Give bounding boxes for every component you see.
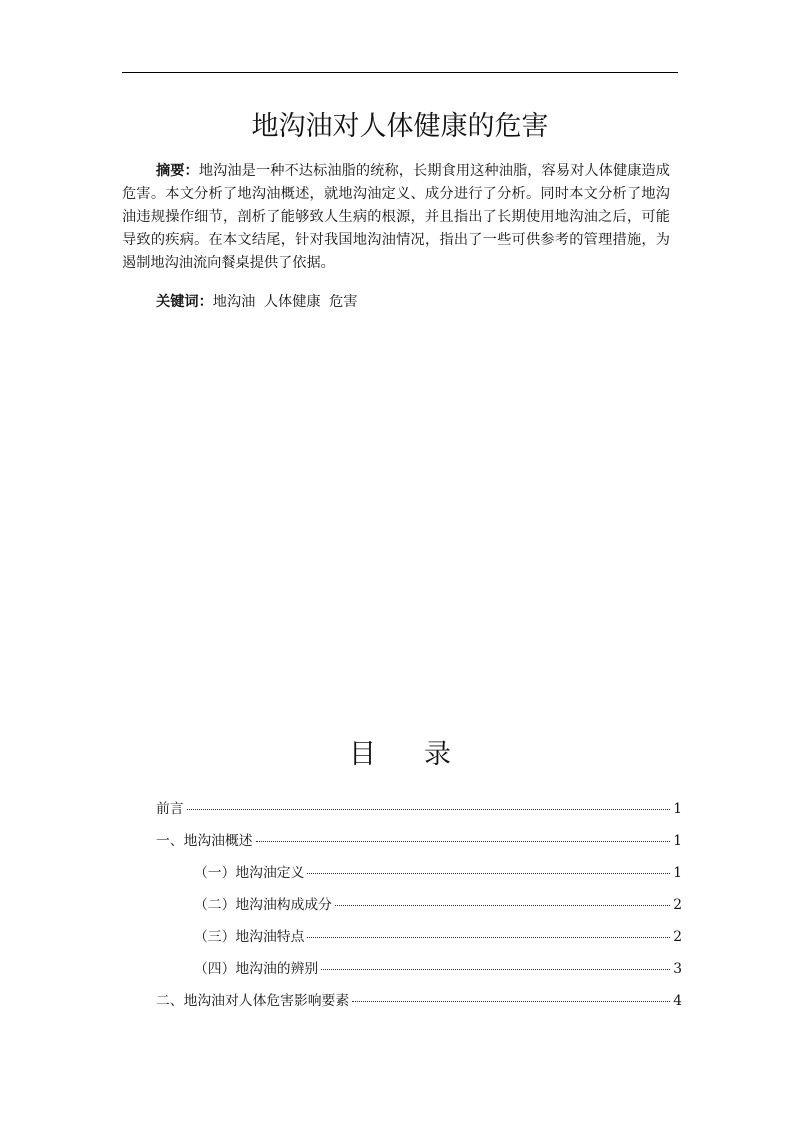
toc-entry[interactable]	[156, 797, 682, 829]
abstract-text: 地沟油是一种不达标油脂的统称，长期食用这种油脂，容易对人体健康造成危害。本文分析了地沟油概述，就地沟油定义、成分进行了分析。同时本文分析了地沟油违规操作细节，剖析了能够致人生病的根源，并且指出了长期使用地沟油之后，可能导致的疾病。在本文结尾，针对我国地沟油情况，指出了一些可供参考的管理措施，为遏制地沟油流向餐桌提供了依据。	[122, 163, 670, 271]
toc-entry-label: 前言	[156, 801, 184, 817]
keyword-item: 人体健康	[263, 294, 321, 310]
keywords-line	[156, 291, 362, 311]
toc-entry[interactable]	[156, 957, 682, 989]
toc-entry-label: 二、地沟油对人体危害影响要素	[156, 993, 350, 1009]
toc-dot-leader	[321, 969, 670, 970]
toc-dot-leader	[335, 905, 670, 906]
toc-entry-page: 3	[673, 961, 682, 977]
abstract-label: 摘要：	[156, 163, 199, 179]
keyword-item: 危害	[329, 294, 358, 310]
abstract-paragraph	[122, 160, 670, 275]
toc-entry-page: 2	[673, 929, 682, 945]
toc-entry-label: （二）地沟油构成成分	[194, 897, 332, 913]
header-rule	[122, 72, 678, 73]
toc-entry-label: （四）地沟油的辨别	[194, 961, 319, 977]
table-of-contents	[156, 797, 682, 1021]
toc-entry[interactable]	[156, 989, 682, 1021]
toc-dot-leader	[307, 873, 670, 874]
toc-entry-page: 1	[673, 801, 682, 817]
toc-entry[interactable]	[156, 893, 682, 925]
toc-entry-label: （三）地沟油特点	[194, 929, 305, 945]
toc-entry-page: 2	[673, 897, 682, 913]
toc-entry[interactable]	[156, 829, 682, 861]
toc-dot-leader	[256, 841, 671, 842]
toc-entry-page: 4	[673, 993, 682, 1009]
keyword-item: 地沟油	[212, 294, 256, 310]
toc-entry-label: （一）地沟油定义	[194, 865, 305, 881]
toc-entry[interactable]	[156, 861, 682, 893]
toc-entry-label: 一、地沟油概述	[156, 833, 253, 849]
toc-dot-leader	[307, 937, 670, 938]
document-title: 地沟油对人体健康的危害	[251, 111, 549, 142]
toc-title: 目录	[349, 739, 499, 770]
toc-dot-leader	[187, 809, 671, 810]
toc-dot-leader	[352, 1001, 670, 1002]
toc-entry-page: 1	[673, 865, 682, 881]
keywords-label: 关键词：	[156, 294, 213, 310]
toc-entry[interactable]	[156, 925, 682, 957]
toc-entry-page: 1	[673, 833, 682, 849]
